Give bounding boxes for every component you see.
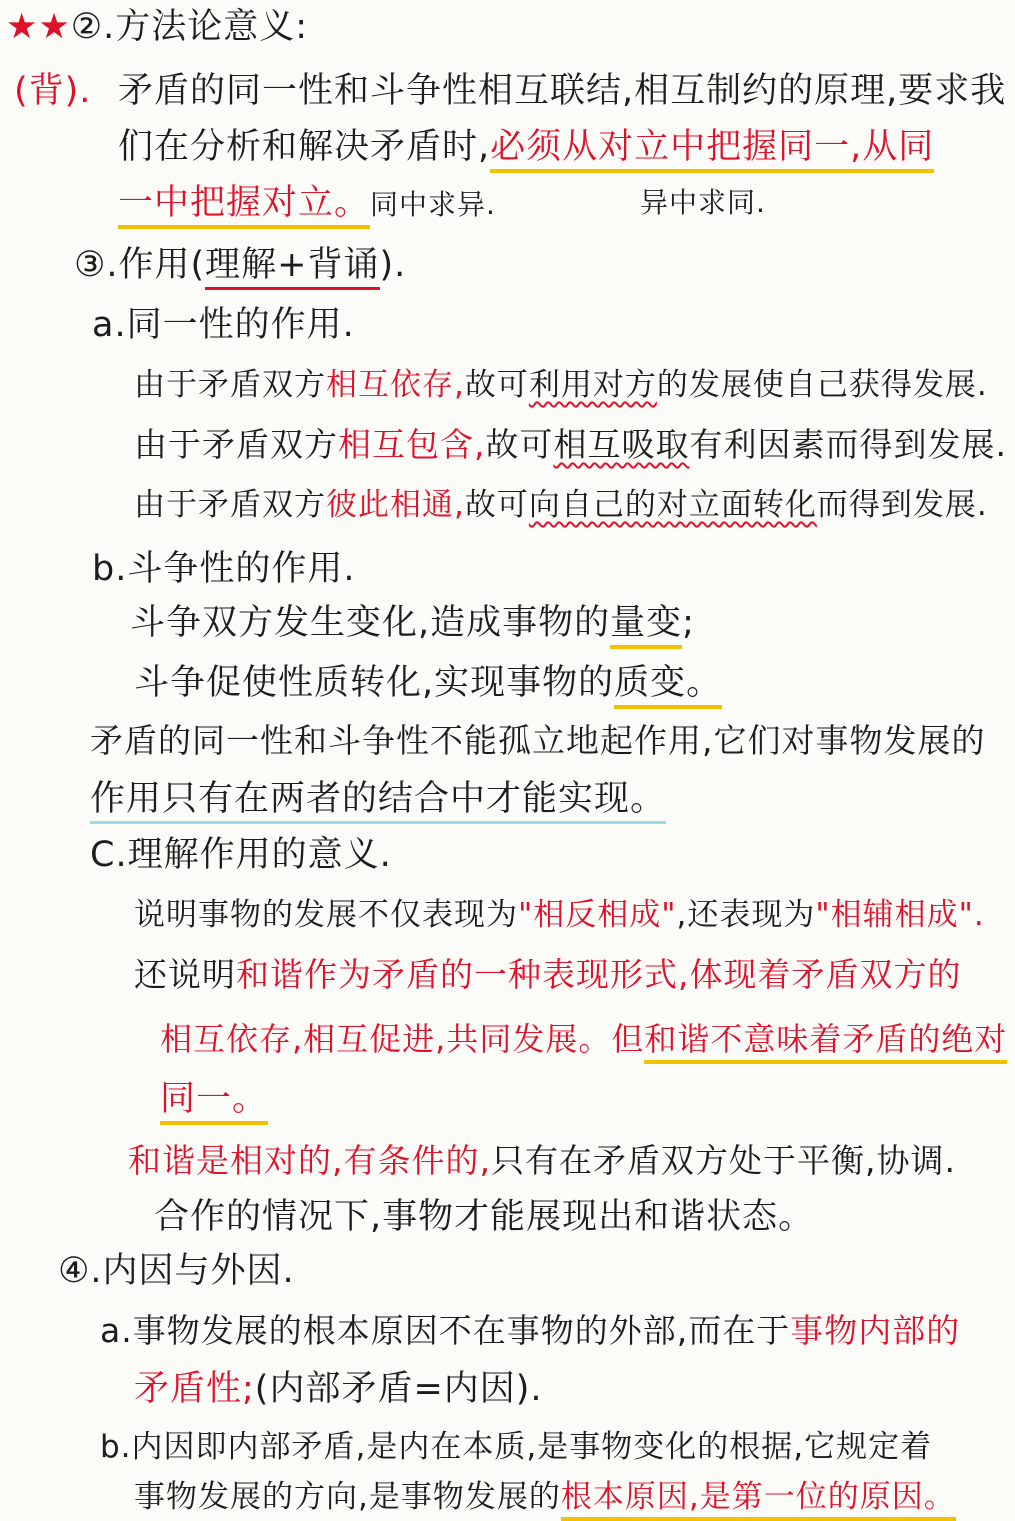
struggle-role-item-1: 斗争双方发生变化,造成事物的量变;: [130, 600, 695, 646]
identity-role-title: a.同一性的作用.: [92, 305, 355, 345]
identity-role-item-2: 由于矛盾双方相互包含,故可相互吸取有利因素而得到发展.: [134, 425, 1007, 464]
section2-key-point: 必须从对立中把握同一,从同: [490, 127, 934, 173]
section3-heading-mark: 理解+背诵: [205, 245, 379, 290]
meaning-title: C.理解作用的意义.: [90, 835, 392, 875]
section4-b-line-2: 事物发展的方向,是事物发展的根本原因,是第一位的原因。: [134, 1474, 956, 1520]
section2-heading: ②.方法论意义:: [70, 7, 309, 47]
summary-line-1: 矛盾的同一性和斗争性不能孤立地起作用,它们对事物发展的: [90, 721, 986, 760]
meaning-line-2: 还说明和谐作为矛盾的一种表现形式,体现着矛盾双方的: [134, 955, 962, 994]
section4-a-line-1: a.事物发展的根本原因不在事物的外部,而在于事物内部的: [100, 1311, 961, 1350]
identity-role-item-1: 由于矛盾双方相互依存,故可利用对方的发展使自己获得发展.: [134, 367, 988, 403]
section2-line-1: 矛盾的同一性和斗争性相互联结,相互制约的原理,要求我: [118, 71, 1007, 111]
section2-line-3: [118, 180, 496, 228]
section4-heading: ④.内因与外因.: [58, 1251, 295, 1291]
section2-line-2-text: 们在分析和解决矛盾时,: [118, 127, 491, 167]
section3-heading-pre: ③.作用(: [74, 245, 206, 285]
star-icon: ★★: [6, 7, 71, 47]
section2-note-1: 同中求异.: [370, 188, 496, 221]
section3-heading: [74, 242, 406, 288]
section4-a-line-2: 矛盾性;(内部矛盾=内因).: [134, 1369, 543, 1409]
section2-heading-line: [6, 4, 308, 50]
summary-line-2: 作用只有在两者的结合中才能实现。: [90, 776, 666, 822]
harmony-line-2: 合作的情况下,事物才能展现出和谐状态。: [154, 1197, 815, 1237]
struggle-role-title: b.斗争性的作用.: [92, 549, 356, 589]
section3-heading-post: ).: [379, 245, 407, 285]
meaning-line-4: 同一。: [160, 1076, 268, 1122]
memorize-tag: (背).: [14, 71, 92, 111]
harmony-line-1: 和谐是相对的,有条件的,只有在矛盾双方处于平衡,协调.: [128, 1141, 956, 1180]
section2-note-2: 异中求同.: [640, 186, 766, 219]
section4-b-line-1: b.内因即内部矛盾,是内在本质,是事物变化的根据,它规定着: [100, 1429, 933, 1465]
identity-role-item-3: 由于矛盾双方彼此相通,故可向自己的对立面转化而得到发展.: [134, 487, 988, 523]
struggle-role-item-2: 斗争促使性质转化,实现事物的质变。: [134, 660, 722, 706]
meaning-line-1: 说明事物的发展不仅表现为"相反相成",还表现为"相辅相成".: [134, 897, 985, 933]
section2-line-2: [118, 124, 934, 170]
meaning-line-3: 相互依存,相互促进,共同发展。但和谐不意味着矛盾的绝对: [160, 1016, 1007, 1062]
section2-key-point-end: 一中把握对立。: [118, 183, 370, 229]
